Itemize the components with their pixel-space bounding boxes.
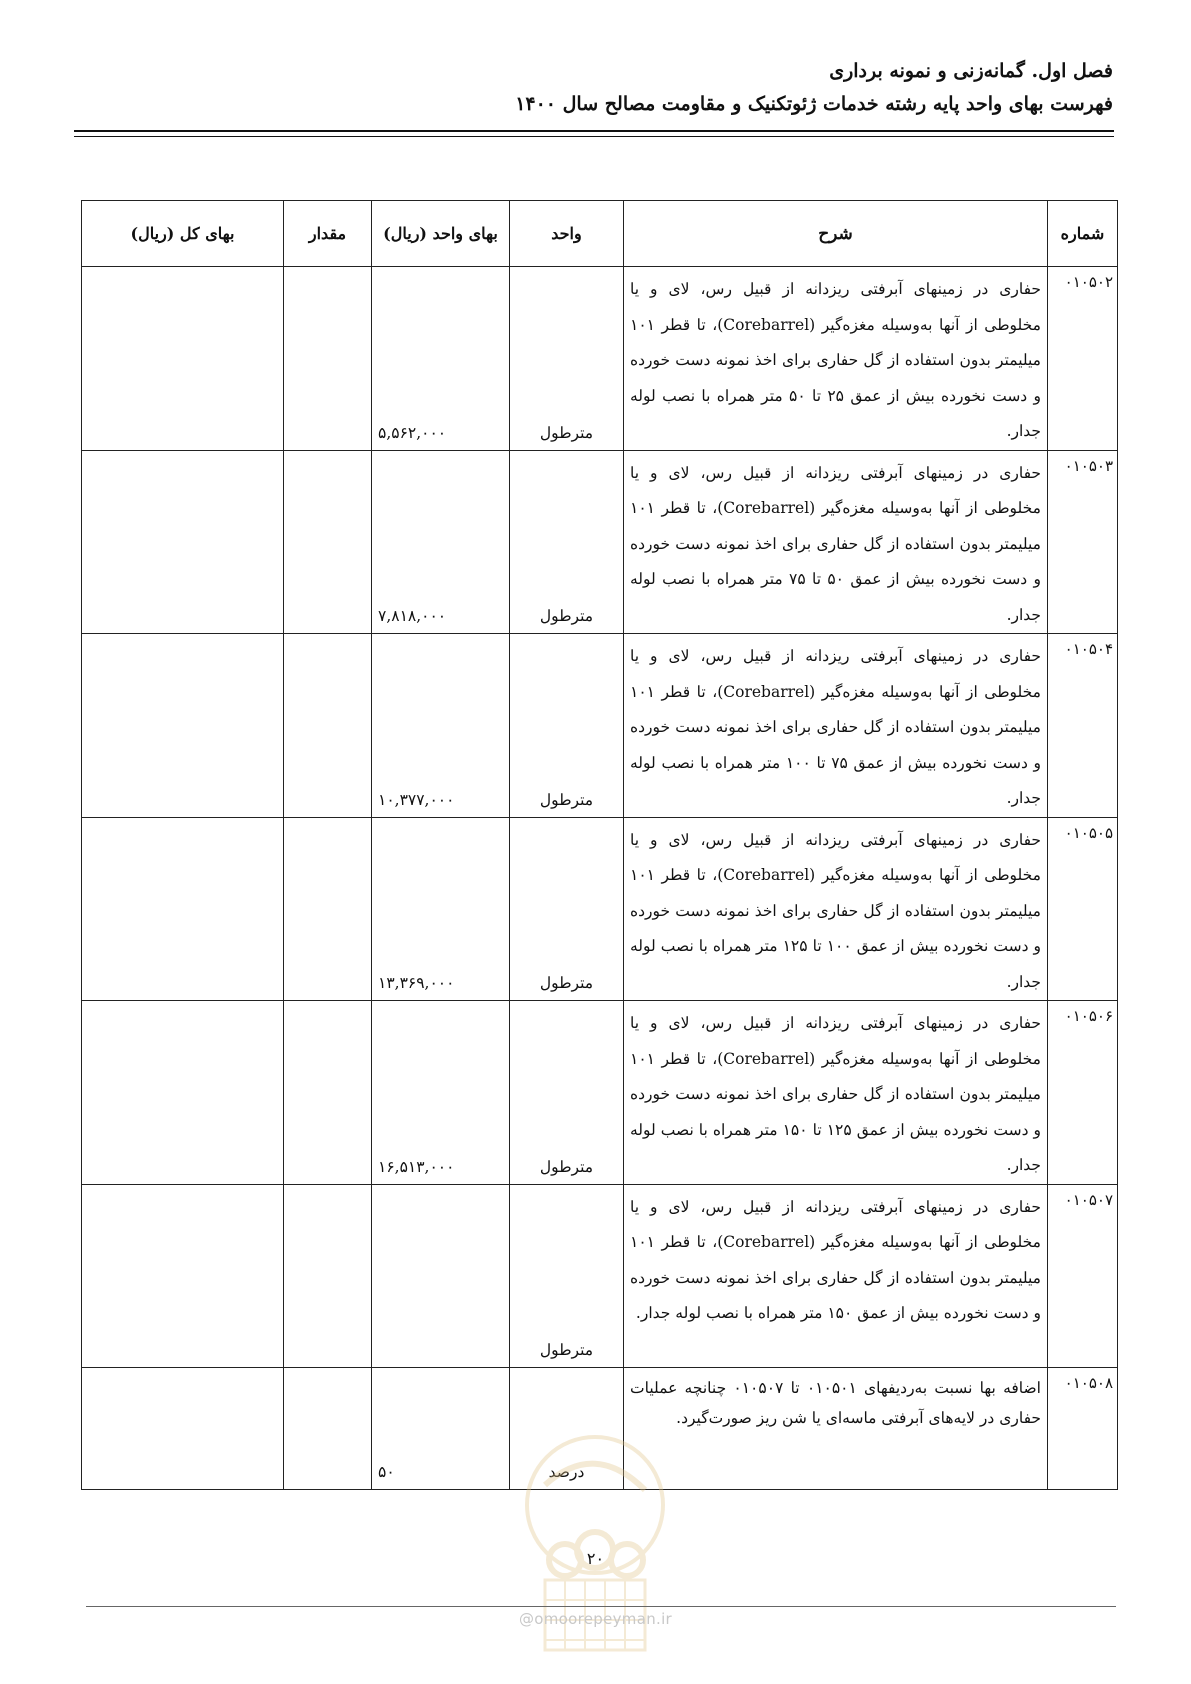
table-row — [82, 450, 1118, 634]
item-unit: مترطول — [510, 817, 624, 1001]
item-description-text: حفاری در زمینهای آبرفتی ریزدانه از قبیل رس، لای و یا مخلوطی از آنها به‌وسیله مغزه‌گیر (Corebarrel)، تا قطر ۱۰۱ میلیمتر بدون استفاده از گل حفاری برای اخذ نمونه دست خورده و دست نخورده بیش از عمق ۵۰ تا ۷۵ متر همراه با نصب لوله جدار. — [630, 463, 1042, 624]
item-description — [624, 634, 1048, 818]
item-unit: درصد — [510, 1367, 624, 1489]
item-total-price — [82, 267, 284, 451]
price-table — [81, 200, 1118, 1490]
item-total-price — [82, 1001, 284, 1185]
header-total-price: بهای کل (ریال) — [82, 201, 284, 267]
item-code: ۰۱۰۵۰۴ — [1048, 634, 1118, 818]
item-description-text: حفاری در زمینهای آبرفتی ریزدانه از قبیل رس، لای و یا مخلوطی از آنها به‌وسیله مغزه‌گیر (Corebarrel)، تا قطر ۱۰۱ میلیمتر بدون استفاده از گل حفاری برای اخذ نمونه دست خورده و دست نخورده بیش از عمق ۲۵ تا ۵۰ متر همراه با نصب لوله جدار. — [630, 280, 1042, 440]
table-header-row — [82, 201, 1118, 267]
item-description-text: حفاری در زمینهای آبرفتی ریزدانه از قبیل رس، لای و یا مخلوطی از آنها به‌وسیله مغزه‌گیر (Corebarrel)، تا قطر ۱۰۱ میلیمتر بدون استفاده از گل حفاری برای اخذ نمونه دست خورده و دست نخورده بیش از عمق ۷۵ تا ۱۰۰ متر همراه با نصب لوله جدار. — [630, 647, 1042, 807]
item-unit: مترطول — [510, 450, 624, 634]
header-rule-thick — [74, 130, 1114, 132]
item-unit-price: ۱۰,۳۷۷,۰۰۰ — [372, 634, 510, 818]
item-unit: مترطول — [510, 1001, 624, 1185]
header-code: شماره — [1048, 201, 1118, 267]
item-quantity — [284, 1367, 372, 1489]
item-quantity — [284, 817, 372, 1001]
table-row — [82, 1184, 1118, 1367]
item-description — [624, 1367, 1048, 1489]
table-row — [82, 1001, 1118, 1185]
table-row — [82, 267, 1118, 451]
table-row — [82, 634, 1118, 818]
item-description-text: حفاری در زمینهای آبرفتی ریزدانه از قبیل رس، لای و یا مخلوطی از آنها به‌وسیله مغزه‌گیر (Corebarrel)، تا قطر ۱۰۱ میلیمتر بدون استفاده از گل حفاری برای اخذ نمونه دست خورده و دست نخورده بیش از عمق ۱۲۵ تا ۱۵۰ متر همراه با نصب لوله جدار. — [630, 1014, 1042, 1174]
item-code: ۰۱۰۵۰۸ — [1048, 1367, 1118, 1489]
item-unit: مترطول — [510, 634, 624, 818]
item-description-text: حفاری در زمینهای آبرفتی ریزدانه از قبیل رس، لای و یا مخلوطی از آنها به‌وسیله مغزه‌گیر (Corebarrel)، تا قطر ۱۰۱ میلیمتر بدون استفاده از گل حفاری برای اخذ نمونه دست خورده و دست نخورده بیش از عمق ۱۵۰ متر همراه با نصب لوله جدار. — [630, 1197, 1041, 1322]
item-description — [624, 1001, 1048, 1185]
item-description — [624, 450, 1048, 634]
item-quantity — [284, 267, 372, 451]
item-description — [624, 267, 1048, 451]
item-description — [624, 817, 1048, 1001]
item-unit: مترطول — [510, 267, 624, 451]
item-code: ۰۱۰۵۰۳ — [1048, 450, 1118, 634]
item-total-price — [82, 1367, 284, 1489]
item-total-price — [82, 817, 284, 1001]
item-quantity — [284, 1001, 372, 1185]
chapter-title: فصل اول. گمانه‌زنی و نمونه برداری — [829, 60, 1113, 82]
document-subtitle: فهرست بهای واحد پایه رشته خدمات ژئوتکنیک و مقاومت مصالح سال ۱۴۰۰ — [515, 93, 1113, 115]
header-description: شرح — [624, 201, 1048, 267]
item-unit-price: ۱۶,۵۱۳,۰۰۰ — [372, 1001, 510, 1185]
item-code: ۰۱۰۵۰۵ — [1048, 817, 1118, 1001]
item-quantity — [284, 1184, 372, 1367]
item-unit-price — [372, 1184, 510, 1367]
item-description — [624, 1184, 1048, 1367]
page-header — [73, 58, 1113, 118]
item-quantity — [284, 450, 372, 634]
item-unit-price: ۵۰ — [372, 1367, 510, 1489]
header-unit-price: بهای واحد (ریال) — [372, 201, 510, 267]
header-quantity: مقدار — [284, 201, 372, 267]
item-unit-price: ۷,۸۱۸,۰۰۰ — [372, 450, 510, 634]
item-total-price — [82, 634, 284, 818]
item-unit-price: ۵,۵۶۲,۰۰۰ — [372, 267, 510, 451]
page-number: ۲۰ — [586, 1549, 605, 1568]
website-watermark: @omoorepeyman.ir — [518, 1610, 673, 1628]
item-total-price — [82, 450, 284, 634]
header-unit: واحد — [510, 201, 624, 267]
footer-rule — [86, 1606, 1116, 1607]
item-total-price — [82, 1184, 284, 1367]
item-code: ۰۱۰۵۰۶ — [1048, 1001, 1118, 1185]
item-quantity — [284, 634, 372, 818]
item-description-text: اضافه بها نسبت به‌ردیفهای ۰۱۰۵۰۱ تا ۰۱۰۵۰۷ چنانچه عملیات حفاری در لایه‌های آبرفتی ماسه‌ای یا شن ریز صورت‌گیرد. — [630, 1378, 1041, 1427]
table-row — [82, 817, 1118, 1001]
item-unit: مترطول — [510, 1184, 624, 1367]
item-description-text: حفاری در زمینهای آبرفتی ریزدانه از قبیل رس، لای و یا مخلوطی از آنها به‌وسیله مغزه‌گیر (Corebarrel)، تا قطر ۱۰۱ میلیمتر بدون استفاده از گل حفاری برای اخذ نمونه دست خورده و دست نخورده بیش از عمق ۱۰۰ تا ۱۲۵ متر همراه با نصب لوله جدار. — [630, 830, 1042, 991]
header-rule-thin — [74, 136, 1114, 137]
item-code: ۰۱۰۵۰۷ — [1048, 1184, 1118, 1367]
item-code: ۰۱۰۵۰۲ — [1048, 267, 1118, 451]
item-unit-price: ۱۳,۳۶۹,۰۰۰ — [372, 817, 510, 1001]
